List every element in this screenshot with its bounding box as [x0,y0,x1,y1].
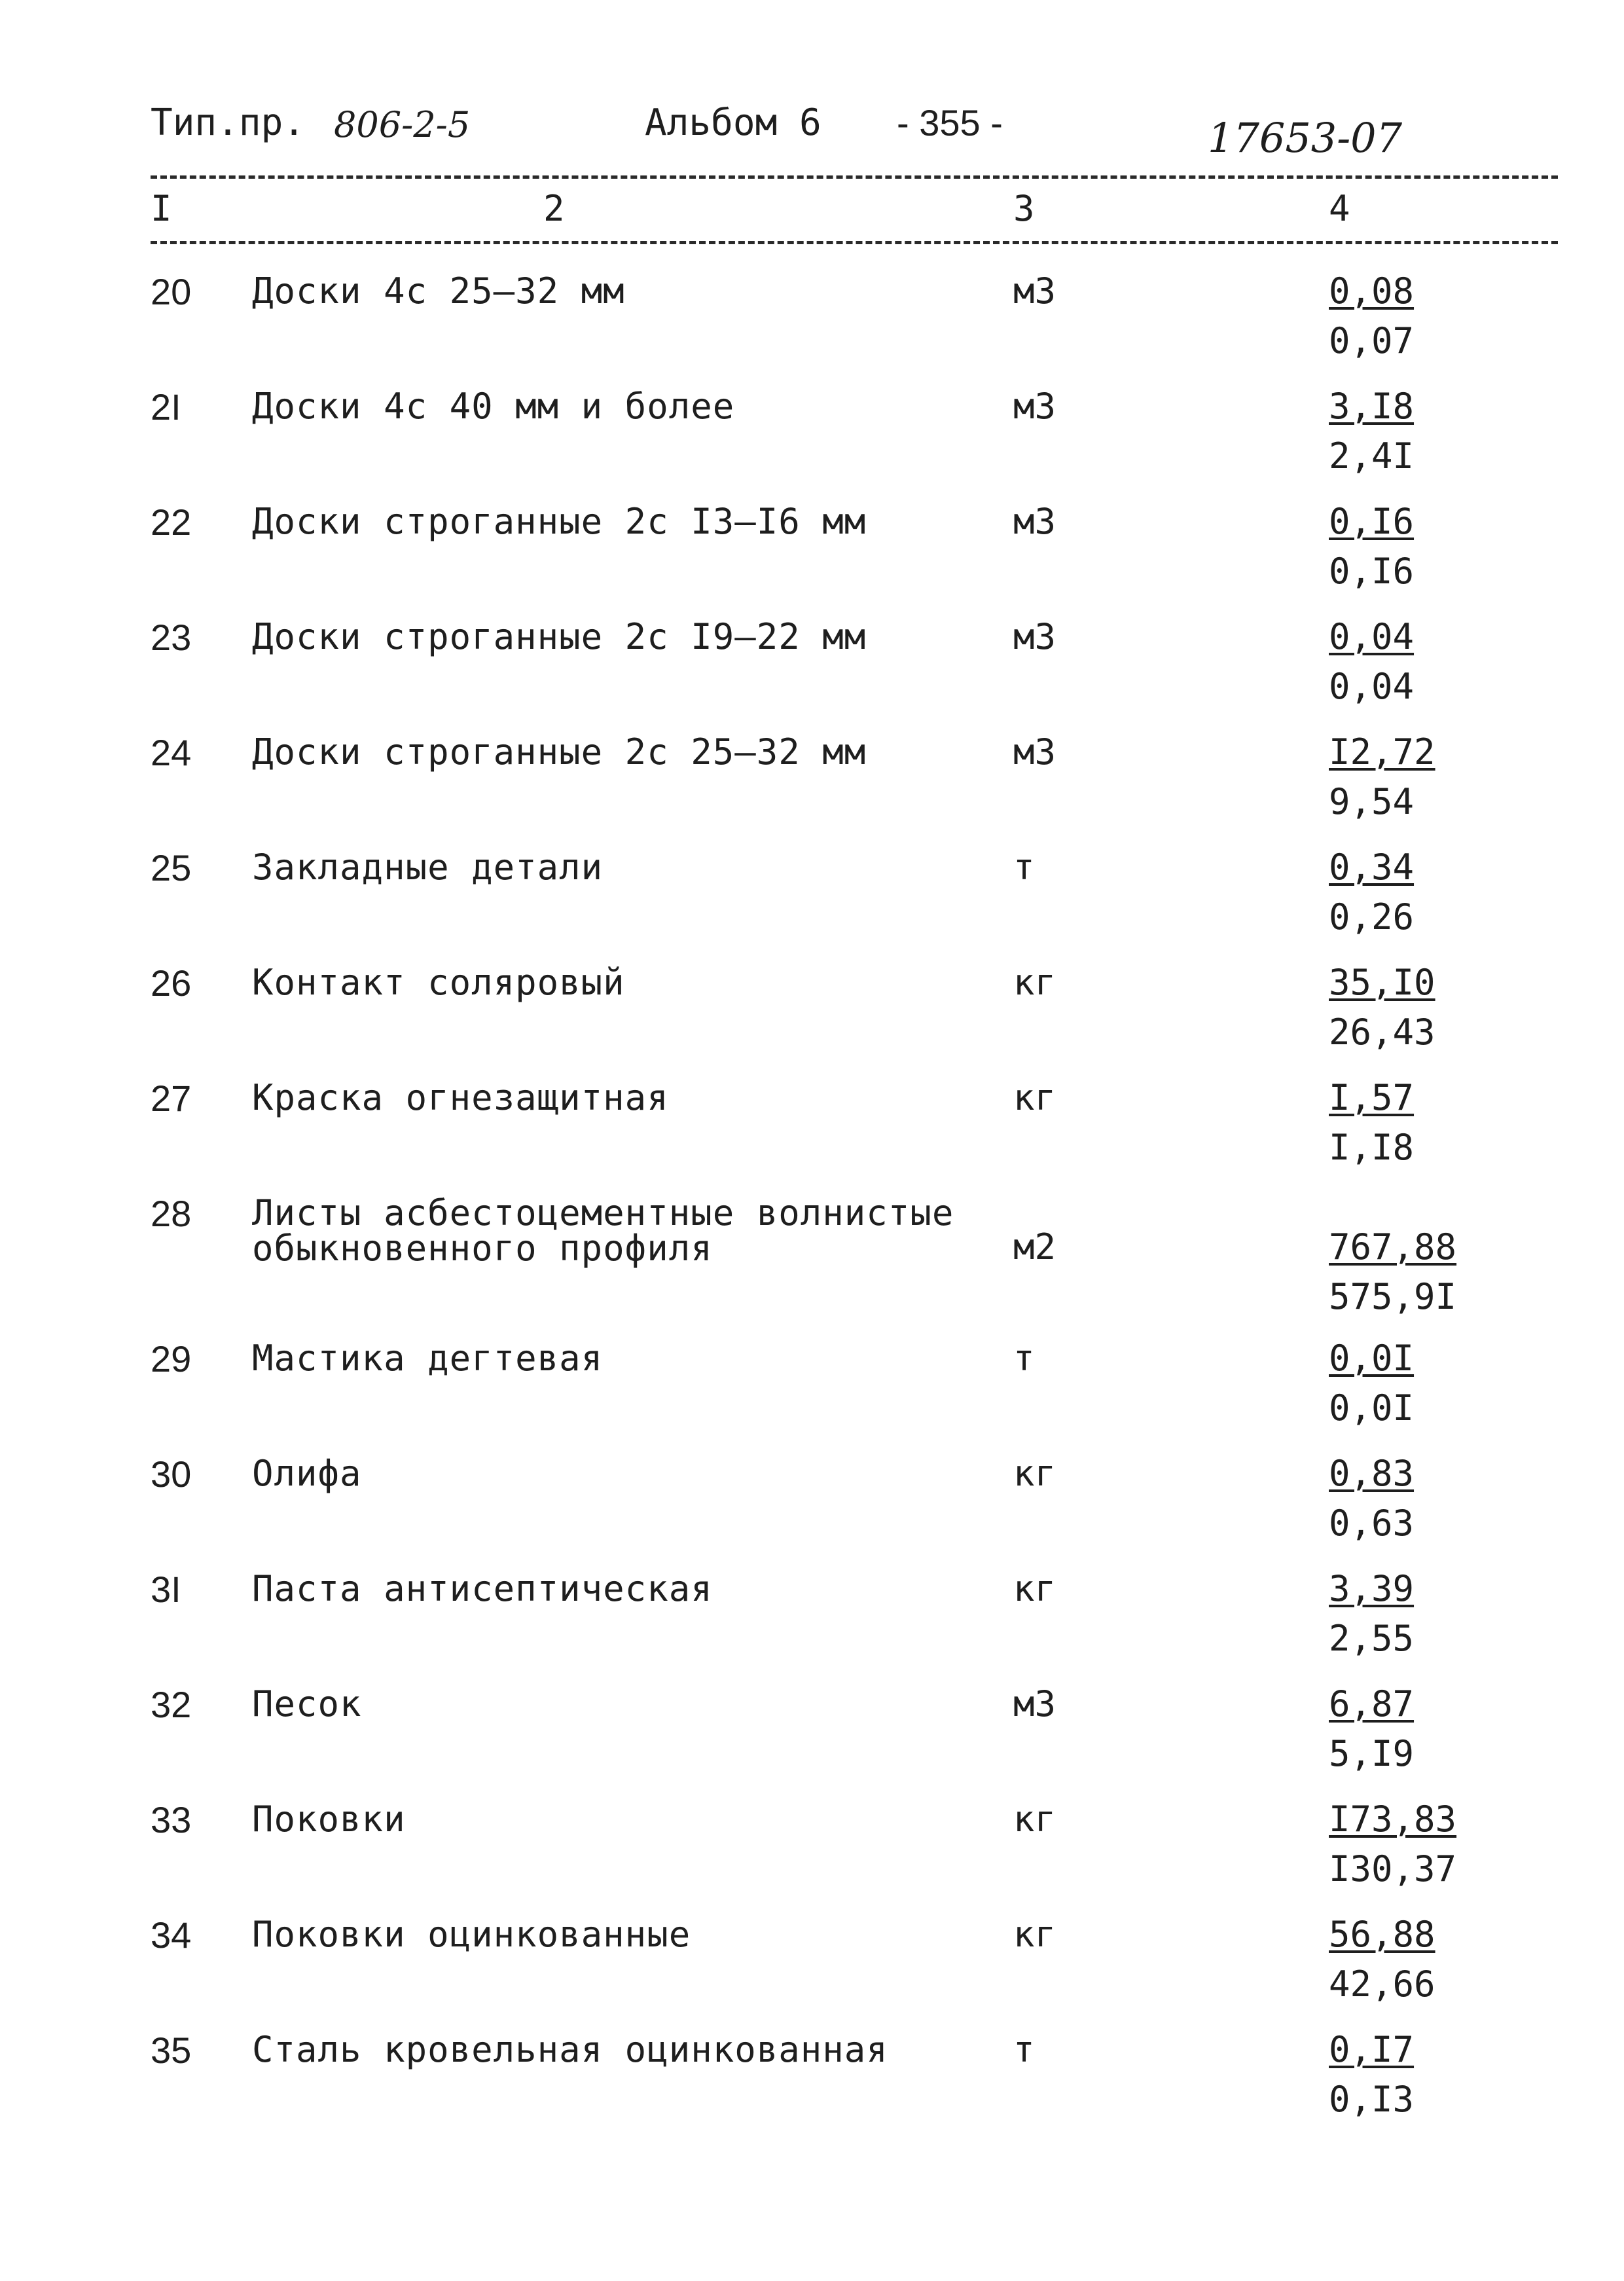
material-name: Листы асбестоцементные волнистые [252,1192,954,1233]
unit: кг [1013,1077,1056,1118]
quantity-total: 0,08 [1329,270,1415,312]
row-number: 23 [151,617,192,658]
material-name: Контакт соляровый [252,962,625,1003]
quantity-partial: 42,66 [1329,1963,1435,2005]
table-row [0,1338,1624,1439]
quantity-total: I73,83 [1329,1798,1457,1840]
quantity-partial: 0,26 [1329,896,1415,938]
row-number: 34 [151,1914,192,1956]
material-name: Песок [252,1683,362,1724]
doc-type-label: Тип.пр. [151,101,306,144]
doc-code: 17653-07 [1208,114,1403,162]
column-header-2: 2 [543,188,565,229]
unit: м3 [1013,731,1056,773]
row-number: 24 [151,732,192,773]
material-name: Доски 4с 40 мм и более [252,386,735,427]
quantity-total: 0,34 [1329,847,1415,888]
quantity-total: 3,I8 [1329,386,1415,427]
quantity-total: 0,I6 [1329,501,1415,542]
quantity-total: I,57 [1329,1077,1415,1118]
quantity-partial: 9,54 [1329,781,1415,822]
unit: кг [1013,1453,1056,1494]
row-number: 28 [151,1193,192,1234]
quantity-partial: 5,I9 [1329,1733,1415,1774]
material-name-continued: обыкновенного профиля [252,1228,713,1269]
table-row [0,1453,1624,1554]
header-top-rule [151,175,1558,179]
row-number: 20 [151,271,192,312]
material-name: Краска огнезащитная [252,1077,669,1118]
quantity-partial: 0,04 [1329,666,1415,707]
table-row [0,386,1624,487]
quantity-total: 3,39 [1329,1568,1415,1609]
unit: м3 [1013,1683,1056,1724]
quantity-partial: 0,0I [1329,1387,1415,1429]
quantity-total: 0,04 [1329,616,1415,657]
unit: кг [1013,1568,1056,1609]
material-name: Доски 4с 25—32 мм [252,270,625,312]
quantity-total: 0,0I [1329,1338,1415,1379]
table-row [0,270,1624,372]
unit: кг [1013,962,1056,1003]
quantity-total: 0,83 [1329,1453,1415,1494]
row-number: 33 [151,1799,192,1840]
table-row [0,731,1624,833]
column-header-4: 4 [1329,188,1350,229]
quantity-total: 35,I0 [1329,962,1435,1003]
table-row [0,1192,1624,1320]
quantity-partial: 2,4I [1329,435,1415,477]
table-row [0,501,1624,602]
row-number: 30 [151,1453,192,1495]
quantity-total: I2,72 [1329,731,1435,773]
quantity-partial: 0,I3 [1329,2079,1415,2120]
quantity-partial: 0,I6 [1329,551,1415,592]
table-row [0,1914,1624,2015]
project-code: 806-2-5 [334,104,471,145]
material-name: Доски строганные 2с 25—32 мм [252,731,867,773]
unit: т [1013,2029,1035,2070]
row-number: 25 [151,847,192,888]
quantity-total: 0,I7 [1329,2029,1415,2070]
material-name: Мастика дегтевая [252,1338,604,1379]
row-number: 32 [151,1684,192,1725]
table-row [0,1077,1624,1178]
quantity-total: 6,87 [1329,1683,1415,1724]
quantity-total: 56,88 [1329,1914,1435,1955]
material-name: Закладные детали [252,847,604,888]
row-number: 3I [151,1569,181,1610]
header-bottom-rule [151,241,1558,244]
table-row [0,962,1624,1063]
unit: т [1013,847,1035,888]
table-row [0,847,1624,948]
quantity-partial: I,I8 [1329,1127,1415,1168]
material-name: Поковки оцинкованные [252,1914,691,1955]
row-number: 22 [151,502,192,543]
table-row [0,1798,1624,1900]
table-row [0,1683,1624,1785]
row-number: 2I [151,386,181,428]
page-number: - 355 - [897,102,1003,143]
column-header-3: 3 [1013,188,1035,229]
material-name: Доски строганные 2с I3—I6 мм [252,501,867,542]
quantity-total: 767,88 [1329,1226,1457,1268]
material-name: Паста антисептическая [252,1568,713,1609]
quantity-partial: 2,55 [1329,1618,1415,1659]
unit: кг [1013,1914,1056,1955]
unit: м3 [1013,501,1056,542]
table-row [0,2029,1624,2130]
quantity-partial: I30,37 [1329,1848,1457,1889]
row-number: 27 [151,1078,192,1119]
column-header-1: I [151,188,172,229]
unit: кг [1013,1798,1056,1840]
material-name: Олифа [252,1453,362,1494]
unit: м2 [1013,1226,1056,1268]
row-number: 35 [151,2030,192,2071]
unit: м3 [1013,270,1056,312]
material-name: Поковки [252,1798,406,1840]
row-number: 26 [151,962,192,1004]
unit: м3 [1013,386,1056,427]
quantity-partial: 0,07 [1329,320,1415,361]
material-name: Сталь кровельная оцинкованная [252,2029,888,2070]
unit: т [1013,1338,1035,1379]
quantity-partial: 0,63 [1329,1503,1415,1544]
row-number: 29 [151,1338,192,1379]
material-name: Доски строганные 2с I9—22 мм [252,616,867,657]
unit: м3 [1013,616,1056,657]
quantity-partial: 26,43 [1329,1012,1435,1053]
table-row [0,616,1624,718]
album-label: Альбом 6 [645,101,821,144]
table-row [0,1568,1624,1670]
quantity-partial: 575,9I [1329,1276,1457,1317]
